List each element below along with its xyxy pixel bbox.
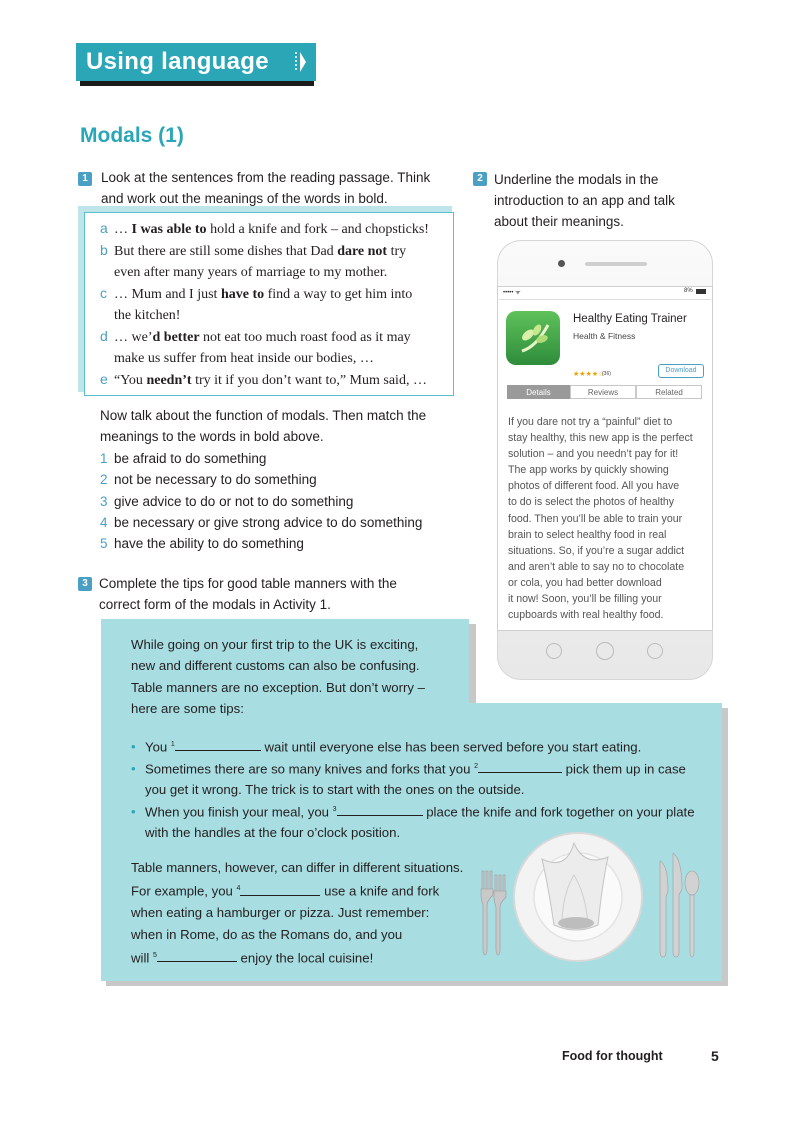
rating-stars-icon: ★★★★☆ <box>573 371 605 378</box>
phone-signal-icon: ••••• ᯤ <box>503 290 521 296</box>
phone-back-button[interactable] <box>546 643 562 659</box>
answer-blank-1[interactable] <box>175 739 261 751</box>
phone-menu-button[interactable] <box>647 643 663 659</box>
sentence-b: b But there are still some dishes that Dad dare not try even after many years of marriage to my mother. <box>100 241 407 280</box>
activity3-instruction <box>99 573 397 615</box>
activity1-number: 1 <box>78 172 92 186</box>
activity3-instruction-line: correct form of the modals in Activity 1. <box>99 597 331 612</box>
sentence-c: c … Mum and I just have to find a way to get him into the kitchen! <box>100 284 413 323</box>
tips-closing: Table manners, however, can differ in different situations. For example, you $^4$ use a knife and fork when eating a hamburger or pizza. Just remember: when in Rome, do as the Romans do, and you will $^5$ enjoy the local cuisine! <box>131 860 464 966</box>
meaning-item: 4 be necessary or give strong advice to do something <box>100 514 423 530</box>
app-icon[interactable] <box>506 311 560 365</box>
activity3-instruction-line: Complete the tips for good table manners with the <box>99 576 397 591</box>
battery-icon <box>696 289 706 294</box>
header-tab <box>76 43 316 81</box>
sentence-a: a … I was able to hold a knife and fork – and chopsticks! <box>100 220 429 237</box>
section-title: Modals (1) <box>80 124 184 147</box>
meaning-item: 3 give advice to do or not to do something <box>100 493 354 509</box>
activity1-instruction-line: and work out the meanings of the words in bold. <box>101 191 388 206</box>
header-bookmark-icon <box>294 50 308 74</box>
sentence-e: e “You needn’t try it if you don’t want to,” Mum said, … <box>100 370 427 388</box>
header-title: Using language <box>86 48 269 75</box>
tip-3: • When you finish your meal, you $^3$ place the knife and fork together on your plate with the handles at the four o’clock position. <box>131 803 695 841</box>
activity2-number: 2 <box>473 172 487 186</box>
match-instruction-line: meanings to the words in bold above. <box>100 429 324 444</box>
download-button[interactable]: Download <box>658 364 704 378</box>
activity2-instruction-line: about their meanings. <box>494 214 624 229</box>
rating-count: (36) <box>602 371 611 377</box>
match-instruction <box>100 405 426 447</box>
answer-blank-5[interactable] <box>157 950 237 962</box>
answer-blank-2[interactable] <box>478 761 562 773</box>
tab-related[interactable]: Related <box>636 385 702 399</box>
app-name: Healthy Eating Trainer <box>573 313 687 325</box>
footer-title: Food for thought <box>562 1049 663 1063</box>
tip-1: • You $^1$ wait until everyone else has been served before you start eating. <box>131 739 642 755</box>
meaning-item: 1 be afraid to do something <box>100 451 267 466</box>
tab-details[interactable]: Details <box>507 385 570 399</box>
app-category: Health & Fitness <box>573 331 636 341</box>
activity1-instruction-line: Look at the sentences from the reading passage. Think <box>101 170 431 185</box>
activity2-instruction-line: Underline the modals in the <box>494 172 659 187</box>
phone-battery-text: 8% <box>684 288 693 294</box>
match-instruction-line: Now talk about the function of modals. Then match the <box>100 408 427 423</box>
table-setting-image <box>470 825 710 965</box>
phone-home-button[interactable] <box>596 642 614 660</box>
answer-blank-4[interactable] <box>240 884 320 896</box>
app-description: If you dare not try a “painful” diet to stay healthy, this new app is the perfect solution – and you needn’t pay for it! The app works by quickly showing photos of different food. All you have to do is select the photos of healthy food. Then you’ll be able to train your brain to select healthy food in real situations. So, if you’re a sugar addict and aren’t able to say no to chocolate or cola, you had better download it now! Soon, you’ll be filling your cupboards with real healthy food. <box>508 416 693 622</box>
tips-intro: While going on your first trip to the UK is exciting, new and different customs can also be confusing. Table manners are no exception. But don’t worry – here are some tips: <box>131 637 425 717</box>
activity2-instruction-line: introduction to an app and talk <box>494 193 675 208</box>
phone-speaker <box>585 262 647 266</box>
tab-reviews[interactable]: Reviews <box>570 385 636 399</box>
leaf-spoon-icon <box>506 311 560 365</box>
activity1-instruction <box>101 167 430 209</box>
activity3-number: 3 <box>78 577 92 591</box>
meaning-item: 5 have the ability to do something <box>100 536 304 552</box>
phone-camera <box>558 260 565 267</box>
page-number: 5 <box>711 1048 719 1064</box>
sentence-d: d … we’d better not eat too much roast food as it may make us suffer from heat inside our bodies, … <box>100 327 411 366</box>
meaning-item: 2 not be necessary to do something <box>100 472 317 488</box>
tip-2: • Sometimes there are so many knives and forks that you $^2$ pick them up in case you get it wrong. The trick is to start with the ones on the outside. <box>131 760 686 798</box>
status-divider <box>499 299 711 300</box>
answer-blank-3[interactable] <box>337 804 423 816</box>
activity2-instruction <box>494 169 675 232</box>
